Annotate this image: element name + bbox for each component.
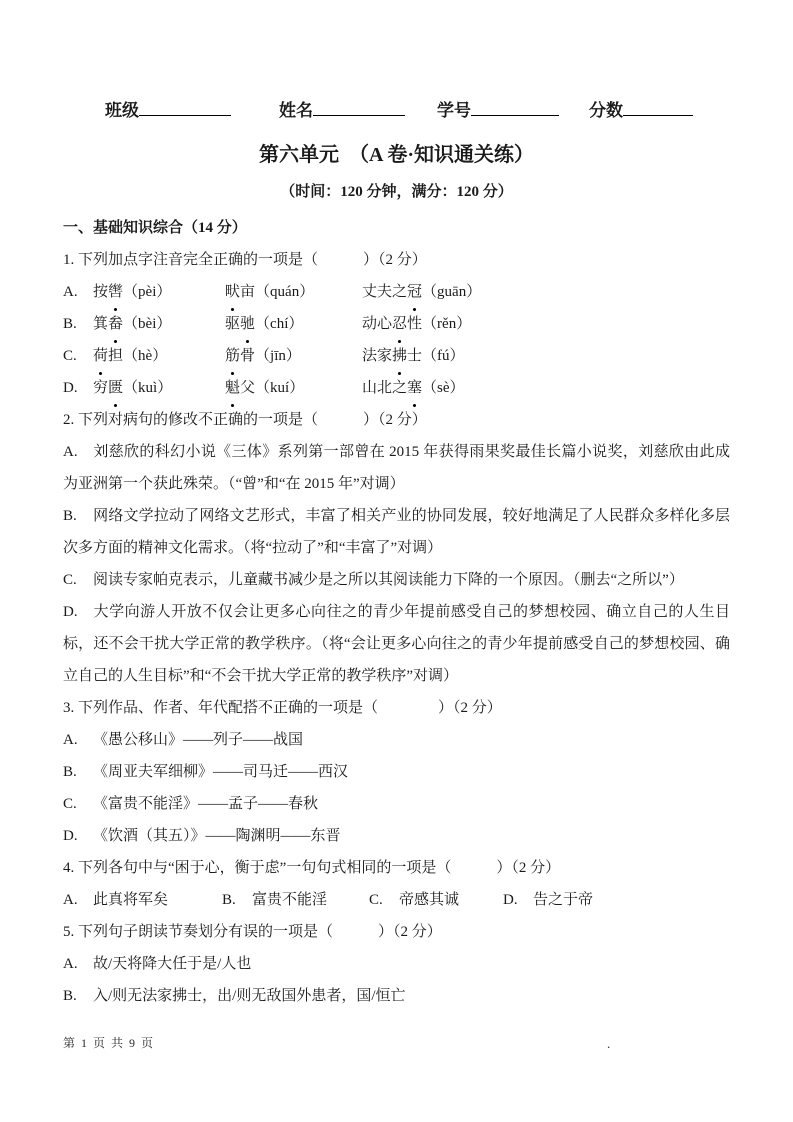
pinyin-word: 山北之塞（sè） bbox=[362, 372, 730, 404]
option-text: 告之于帝 bbox=[533, 892, 594, 908]
class-field bbox=[105, 96, 231, 121]
dotted-char: 畎 bbox=[225, 276, 240, 308]
dotted-char: 畚 bbox=[108, 308, 123, 340]
pinyin-word: 魁父（kuí） bbox=[225, 372, 362, 404]
page-title: 第六单元 （A 卷·知识通关练） bbox=[258, 144, 534, 166]
option-label: B. bbox=[63, 988, 77, 1004]
pinyin-word: 动心忍性（rěn） bbox=[362, 308, 730, 340]
class-label: 班级 bbox=[105, 101, 139, 120]
pinyin: （quán） bbox=[255, 284, 315, 300]
option-text: 故/天将降大任于是/人也 bbox=[93, 956, 252, 972]
q1-option-c bbox=[63, 340, 730, 372]
score-field bbox=[589, 96, 693, 121]
pinyin: （jīn） bbox=[255, 348, 301, 364]
pinyin: （sè） bbox=[422, 380, 465, 396]
pinyin-word: 丈夫之冠（guān） bbox=[362, 276, 730, 308]
q5-option-b bbox=[63, 980, 730, 1012]
dotted-char: 荷 bbox=[93, 340, 108, 372]
header-fill-in-row bbox=[63, 96, 730, 124]
option-text: 网络文学拉动了网络文艺形式，丰富了相关产业的协同发展，较好地满足了人民群众多样化多层次多方面的精神文化需求。（将“拉动了”和“丰富了”对调） bbox=[63, 508, 730, 556]
pinyin-word: 法家拂士（fú） bbox=[362, 340, 730, 372]
q1-prompt: 1. 下列加点字注音完全正确的一项是（ ）（2 分） bbox=[63, 252, 427, 268]
option-label: D. bbox=[63, 380, 78, 396]
student-id-label: 学号 bbox=[437, 101, 471, 120]
pinyin-word: 箕畚（bèi） bbox=[93, 308, 225, 340]
pinyin: （chí） bbox=[255, 316, 304, 332]
option-label: D. bbox=[63, 604, 78, 620]
q3-option-b bbox=[63, 756, 730, 788]
pinyin-word: 荷担（hè） bbox=[93, 340, 225, 372]
q2-option-d bbox=[63, 596, 730, 692]
pinyin-word: 按辔（pèi） bbox=[93, 276, 225, 308]
student-id-field bbox=[437, 96, 559, 121]
q4-options-row bbox=[63, 884, 730, 916]
option-text: 入/则无法家拂士，出/则无敌国外患者，国/恒亡 bbox=[93, 988, 406, 1004]
option-label: A. bbox=[63, 732, 78, 748]
dotted-char: 魁 bbox=[225, 372, 240, 404]
exam-time-score-note: （时间：120 分钟，满分：120 分） bbox=[280, 184, 513, 200]
option-text: 此真将军矣 bbox=[93, 892, 169, 908]
pinyin-word: 畎亩（quán） bbox=[225, 276, 362, 308]
option-text: 刘慈欣的科幻小说《三体》系列第一部曾在 2015 年获得雨果奖最佳长篇小说奖，刘慈欣由此成为亚洲第一个获此殊荣。（“曾”和“在 2015 年”对调） bbox=[63, 444, 730, 492]
stray-period-mark: . bbox=[607, 1036, 611, 1051]
option-text: 《愚公移山》——列子——战国 bbox=[93, 732, 304, 748]
q5-prompt: 5. 下列句子朗读节奏划分有误的一项是（ ）（2 分） bbox=[63, 924, 442, 940]
name-label: 姓名 bbox=[279, 101, 313, 120]
q4-prompt: 4. 下列各句中与“困于心，衡于虑”一句句式相同的一项是（ ）（2 分） bbox=[63, 860, 561, 876]
pinyin: （bèi） bbox=[123, 316, 172, 332]
dotted-char: 塞 bbox=[407, 372, 422, 404]
dotted-char: 驰 bbox=[240, 308, 255, 340]
option-label: A. bbox=[63, 444, 78, 460]
question-body bbox=[63, 244, 730, 1012]
q4-option-b bbox=[222, 884, 369, 916]
page-number-footer: 第 1 页 共 9 页 bbox=[63, 1036, 155, 1050]
option-label: A. bbox=[63, 284, 78, 300]
dotted-char: 忍 bbox=[392, 308, 407, 340]
pinyin: （rěn） bbox=[422, 316, 472, 332]
name-blank-line bbox=[313, 100, 405, 116]
class-blank-line bbox=[139, 100, 231, 116]
q2-option-b bbox=[63, 500, 730, 564]
q5-option-a bbox=[63, 948, 730, 980]
pinyin: （kuì） bbox=[123, 380, 173, 396]
option-label: C. bbox=[63, 796, 77, 812]
option-text: 阅读专家帕克表示，儿童藏书减少是之所以其阅读能力下降的一个原因。（删去“之所以”） bbox=[93, 572, 684, 588]
option-label: B. bbox=[222, 892, 236, 908]
section-heading: 一、基础知识综合（14 分） bbox=[63, 220, 247, 236]
q1-option-b bbox=[63, 308, 730, 340]
q4-option-a bbox=[63, 884, 222, 916]
option-label: C. bbox=[63, 572, 77, 588]
q1-option-d bbox=[63, 372, 730, 404]
student-id-blank-line bbox=[471, 100, 559, 116]
score-label: 分数 bbox=[589, 101, 623, 120]
option-text: 《富贵不能淫》——孟子——春秋 bbox=[93, 796, 319, 812]
q2-prompt: 2. 下列对病句的修改不正确的一项是（ ）（2 分） bbox=[63, 412, 427, 428]
pinyin-word: 穷匮（kuì） bbox=[93, 372, 225, 404]
dotted-char: 筋 bbox=[225, 340, 240, 372]
q3-option-c bbox=[63, 788, 730, 820]
option-text: 大学向游人开放不仅会让更多心向往之的青少年提前感受自己的梦想校园、确立自己的人生目标，还不会干扰大学正常的教学秩序。（将“会让更多心向往之的青少年提前感受自己的梦想校园、确立自己的人生目标”和“不会干扰大学正常的教学秩序”对调） bbox=[63, 604, 730, 684]
pinyin: （pèi） bbox=[123, 284, 172, 300]
dotted-char: 冠 bbox=[407, 276, 422, 308]
q2-option-a bbox=[63, 436, 730, 500]
pinyin-word: 筋骨（jīn） bbox=[225, 340, 362, 372]
dotted-char: 拂 bbox=[392, 340, 407, 372]
option-label: C. bbox=[369, 892, 383, 908]
dotted-char: 辔 bbox=[108, 276, 123, 308]
pinyin: （guān） bbox=[422, 284, 482, 300]
page-content bbox=[63, 96, 730, 1012]
option-label: D. bbox=[503, 892, 518, 908]
q4-option-c bbox=[369, 884, 503, 916]
option-label: B. bbox=[63, 508, 77, 524]
option-label: A. bbox=[63, 892, 78, 908]
q3-option-d bbox=[63, 820, 730, 852]
option-label: C. bbox=[63, 348, 77, 364]
q1-option-a bbox=[63, 276, 730, 308]
pinyin-word: 驱驰（chí） bbox=[225, 308, 362, 340]
pinyin: （kuí） bbox=[255, 380, 305, 396]
q4-option-d bbox=[503, 884, 730, 916]
name-field bbox=[279, 96, 405, 121]
option-text: 《周亚夫军细柳》——司马迁——西汉 bbox=[93, 764, 349, 780]
option-label: B. bbox=[63, 316, 77, 332]
option-label: B. bbox=[63, 764, 77, 780]
dotted-char: 匮 bbox=[108, 372, 123, 404]
pinyin: （hè） bbox=[123, 348, 168, 364]
option-label: D. bbox=[63, 828, 78, 844]
option-text: 帝感其诚 bbox=[399, 892, 460, 908]
q2-option-c bbox=[63, 564, 730, 596]
q3-prompt: 3. 下列作品、作者、年代配搭不正确的一项是（ ）（2 分） bbox=[63, 700, 502, 716]
pinyin: （fú） bbox=[422, 348, 465, 364]
score-blank-line bbox=[623, 100, 693, 116]
option-text: 《饮酒（其五）》——陶渊明——东晋 bbox=[93, 828, 341, 844]
option-label: A. bbox=[63, 956, 78, 972]
q3-option-a bbox=[63, 724, 730, 756]
option-text: 富贵不能淫 bbox=[252, 892, 328, 908]
